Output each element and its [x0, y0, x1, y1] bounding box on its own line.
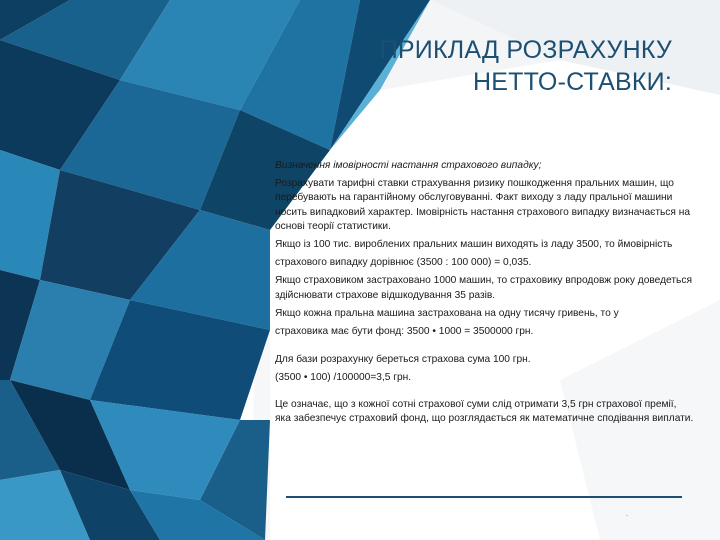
body-paragraph-9: (3500 • 100) /100000=3,5 грн.	[275, 372, 412, 384]
body-paragraph-8: Для бази розрахунку береться страхова сума 100 грн.	[275, 354, 531, 366]
footer-divider	[286, 496, 682, 498]
footer-marker: -	[626, 513, 628, 519]
body-paragraph-2: Розрахувати тарифні ставки страхування ризику пошкодження пральних машин, що перебувають на гарантійному обслуговуванні. Факт виходу з ладу пральної машини носить випадковий характер. Імовірність настання страхового випадку визначається на основі теорії статистики.	[275, 178, 691, 232]
body-paragraph-1: Визначення імовірності настання страхового випадку;	[275, 160, 542, 171]
body-paragraph-7: страховика має бути фонд: 3500 • 1000 = 3500000 грн.	[275, 326, 534, 338]
body-paragraph-4: страхового випадку дорівнює (3500 : 100 000) = 0,035.	[275, 257, 532, 269]
body-paragraph-3: Якщо із 100 тис. вироблених пральних машин виходять із ладу 3500, то ймовірність	[275, 239, 673, 251]
body-paragraph-10: Це означає, що з кожної сотні страхової суми слід отримати 3,5 грн страхової премії, яка забезпечує страховий фонд, що розглядається як математичне сподівання виплати.	[275, 398, 694, 424]
body-paragraph-6: Якщо кожна пральна машина застрахована на одну тисячу гривень, то у	[275, 307, 619, 319]
title-line-1: ПРИКЛАД РОЗРАХУНКУ	[379, 36, 672, 64]
slide-title	[252, 34, 672, 98]
body-paragraph-5: Якщо страховиком застраховано 1000 машин, то страховику впродовж року доведеться здійснювати страхове відшкодування 35 разів.	[275, 275, 692, 301]
slide-body	[275, 159, 695, 430]
title-line-2: НЕТТО-СТАВКИ:	[472, 68, 672, 96]
